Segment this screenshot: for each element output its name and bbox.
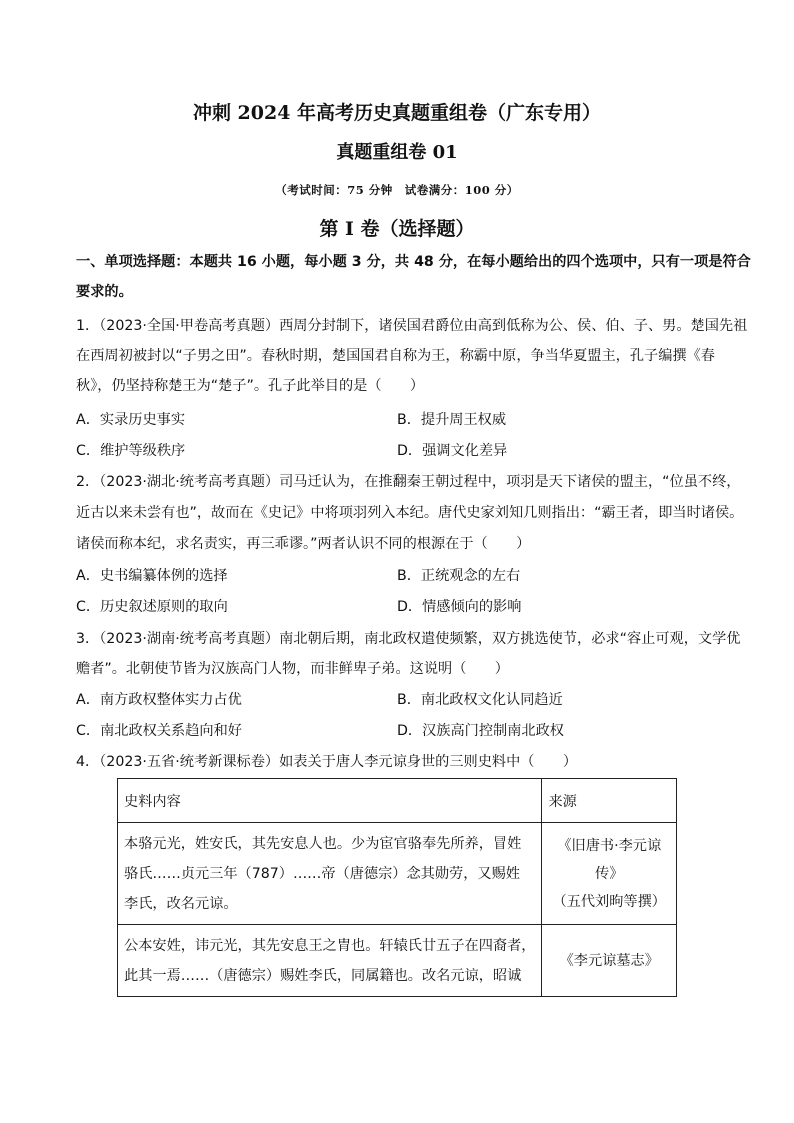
table-cell-content <box>118 925 542 997</box>
question-2-line-2: 近古以来未尝有也”，故而在《史记》中将项羽列入本纪。唐代史家刘知几则指出：“霸王者，即当时诸侯。 <box>76 505 744 521</box>
table-header-content: 史料内容 <box>118 779 542 823</box>
question-1-line-1: 1．（2023·全国·甲卷高考真题）西周分封制下，诸侯国君爵位由高到低称为公、侯、伯、子、男。楚国先祖 <box>76 318 748 334</box>
question-1-line-3: 秋》，仍坚持称楚王为“楚子”。孔子此举目的是（ ） <box>76 378 425 394</box>
section-title: 第 I 卷（选择题） <box>319 218 475 240</box>
question-1-option-d: D．强调文化差异 <box>397 443 508 459</box>
document-title: 冲刺 2024 年高考历史真题重组卷（广东专用） <box>192 102 602 124</box>
question-1-option-b: B．提升周王权威 <box>397 412 507 428</box>
question-1-option-a: A．实录历史事实 <box>76 412 186 428</box>
source-table <box>117 778 677 997</box>
question-3-option-a: A．南方政权整体实力占优 <box>76 692 242 708</box>
question-2-line-3: 诸侯而称本纪，求名责实，再三乖谬。”两者认识不同的根源在于（ ） <box>76 536 531 552</box>
table-header-row <box>118 779 677 823</box>
table-cell-line: 公本安姓，讳元光，其先安息王之胄也。轩辕氏廿五子在四裔者， <box>124 937 536 954</box>
question-2-option-c: C．历史叙述原则的取向 <box>76 599 228 615</box>
table-cell-line: 李氏，改名元谅。 <box>124 895 238 912</box>
table-cell-source <box>542 925 677 997</box>
table-cell-source <box>542 823 677 925</box>
table-row <box>118 925 677 997</box>
question-2-option-b: B．正统观念的左右 <box>397 568 521 584</box>
table-cell-line: 骆氏……贞元三年（787）……帝（唐德宗）念其勋劳，又赐姓 <box>124 865 520 882</box>
instructions-line-1: 一、单项选择题：本题共 16 小题，每小题 3 分，共 48 分，在每小题给出的四个选项中，只有一项是符合 <box>76 254 751 270</box>
question-2-line-1: 2．（2023·湖北·统考高考真题）司马迁认为，在推翻秦王朝过程中，项羽是天下诸侯的盟主，“位虽不终， <box>76 474 741 490</box>
table-cell-line: 此其一焉……（唐德宗）赐姓李氏，同属籍也。改名元谅，昭诚 <box>124 967 522 984</box>
question-1-line-2: 在西周初被封以“子男之田”。春秋时期，楚国国君自称为王，称霸中原，争当华夏盟主，孔子编撰《春 <box>76 348 715 364</box>
table-header-source: 来源 <box>542 779 677 823</box>
table-row <box>118 823 677 925</box>
question-1-option-c: C．维护等级秩序 <box>76 443 186 459</box>
table-cell-source-line: （五代刘昫等撰） <box>552 893 666 910</box>
table-cell-line: 本骆元光，姓安氏，其先安息人也。少为宦官骆奉先所养，冒姓 <box>124 835 522 852</box>
question-3-line-2: 赡者”。北朝使节皆为汉族高门人物，而非鲜卑子弟。这说明（ ） <box>76 661 509 677</box>
instructions-line-2: 要求的。 <box>76 284 133 300</box>
table-cell-source-line: 《李元谅墓志》 <box>559 952 659 969</box>
question-3-line-1: 3．（2023·湖南·统考高考真题）南北朝后期，南北政权遣使频繁，双方挑选使节，必求“容止可观，文学优 <box>76 631 741 647</box>
question-2-option-a: A．史书编纂体例的选择 <box>76 568 228 584</box>
question-3-option-b: B．南北政权文化认同趋近 <box>397 692 563 708</box>
question-3-option-c: C．南北政权关系趋向和好 <box>76 723 242 739</box>
table-cell-content <box>118 823 542 925</box>
table-cell-source-line: 《旧唐书·李元谅传》 <box>557 837 662 882</box>
exam-info: （考试时间：75 分钟 试卷满分：100 分） <box>275 183 519 197</box>
question-3-option-d: D．汉族高门控制南北政权 <box>397 723 564 739</box>
document-subtitle: 真题重组卷 01 <box>336 142 458 163</box>
question-4-line-1: 4．（2023·五省·统考新课标卷）如表关于唐人李元谅身世的三则史料中（ ） <box>76 754 578 770</box>
question-2-option-d: D．情感倾向的影响 <box>397 599 522 615</box>
